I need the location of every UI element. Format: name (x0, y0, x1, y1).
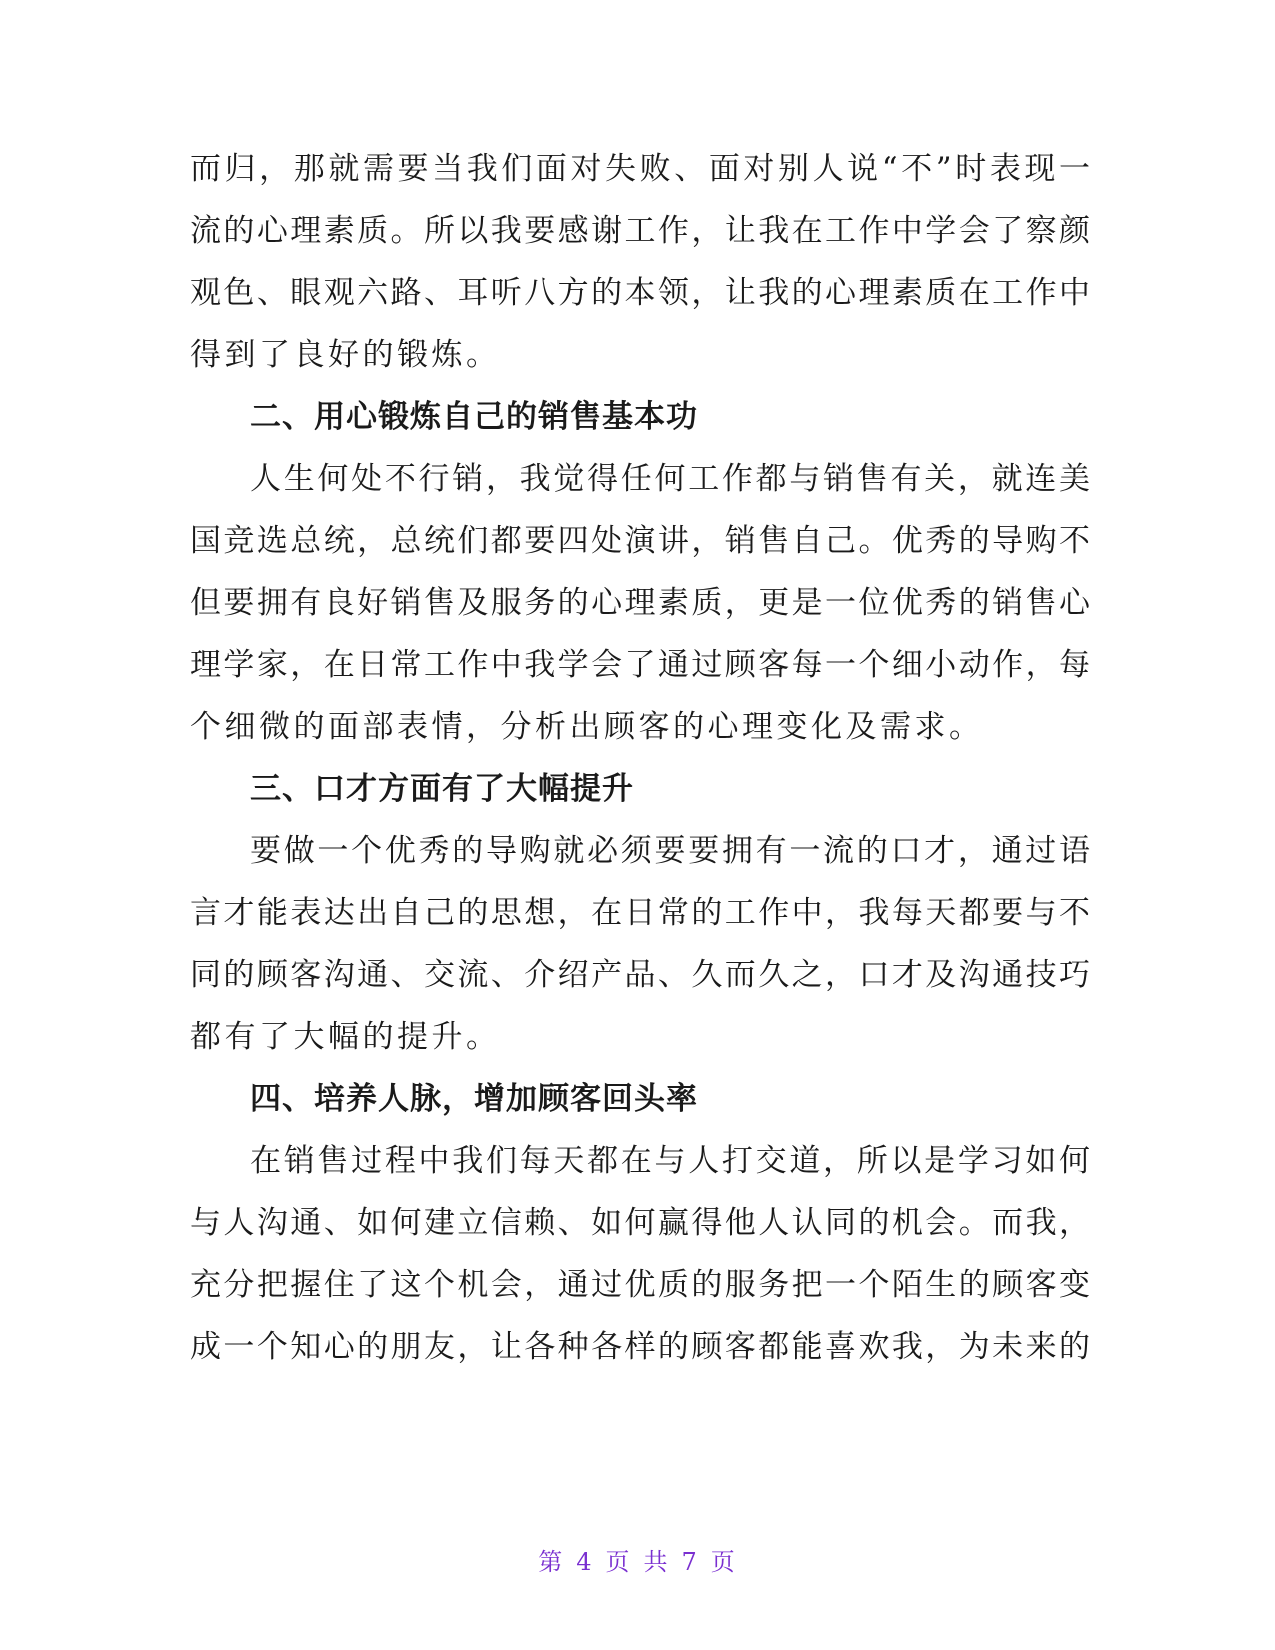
paragraph-line: 同的顾客沟通、交流、介绍产品、久而久之，口才及沟通技巧 (190, 957, 1090, 993)
footer-current-page: 4 (576, 1548, 594, 1576)
footer-label-total: 共 (643, 1548, 670, 1576)
paragraph-line: 成一个知心的朋友，让各种各样的顾客都能喜欢我，为未来的 (190, 1329, 1090, 1365)
footer-label-page-unit: 页 (605, 1548, 632, 1576)
footer-label-page: 第 (538, 1548, 565, 1576)
document-body (190, 138, 1090, 1378)
paragraph-line: 在销售过程中我们每天都在与人打交道，所以是学习如何 (250, 1143, 1090, 1179)
page-footer (0, 1542, 1275, 1577)
paragraph-line: 而归，那就需要当我们面对失败、面对别人说“不”时表现一 (190, 151, 1090, 187)
paragraph-line: 言才能表达出自己的思想，在日常的工作中，我每天都要与不 (190, 895, 1090, 931)
paragraph-line: 人生何处不行销，我觉得任何工作都与销售有关，就连美 (250, 461, 1090, 497)
paragraph-line: 国竞选总统，总统们都要四处演讲，销售自己。优秀的导购不 (190, 523, 1090, 559)
paragraph-line: 得到了良好的锻炼。 (190, 337, 501, 373)
paragraph-line: 都有了大幅的提升。 (190, 1019, 501, 1055)
paragraph-line: 充分把握住了这个机会，通过优质的服务把一个陌生的顾客变 (190, 1267, 1090, 1303)
section-heading: 二、用心锻炼自己的销售基本功 (250, 399, 698, 435)
paragraph-line: 但要拥有良好销售及服务的心理素质，更是一位优秀的销售心 (190, 585, 1090, 621)
paragraph-line: 与人沟通、如何建立信赖、如何赢得他人认同的机会。而我， (190, 1205, 1090, 1241)
section-heading: 四、培养人脉，增加顾客回头率 (250, 1081, 698, 1117)
section-heading: 三、口才方面有了大幅提升 (250, 771, 634, 807)
footer-total-pages: 7 (681, 1548, 699, 1576)
paragraph-line: 要做一个优秀的导购就必须要要拥有一流的口才，通过语 (250, 833, 1090, 869)
paragraph-line: 观色、眼观六路、耳听八方的本领，让我的心理素质在工作中 (190, 275, 1090, 311)
paragraph-line: 流的心理素质。所以我要感谢工作，让我在工作中学会了察颜 (190, 213, 1090, 249)
footer-label-total-unit: 页 (710, 1548, 737, 1576)
paragraph-line: 个细微的面部表情，分析出顾客的心理变化及需求。 (190, 709, 984, 745)
paragraph-line: 理学家，在日常工作中我学会了通过顾客每一个细小动作，每 (190, 647, 1090, 683)
